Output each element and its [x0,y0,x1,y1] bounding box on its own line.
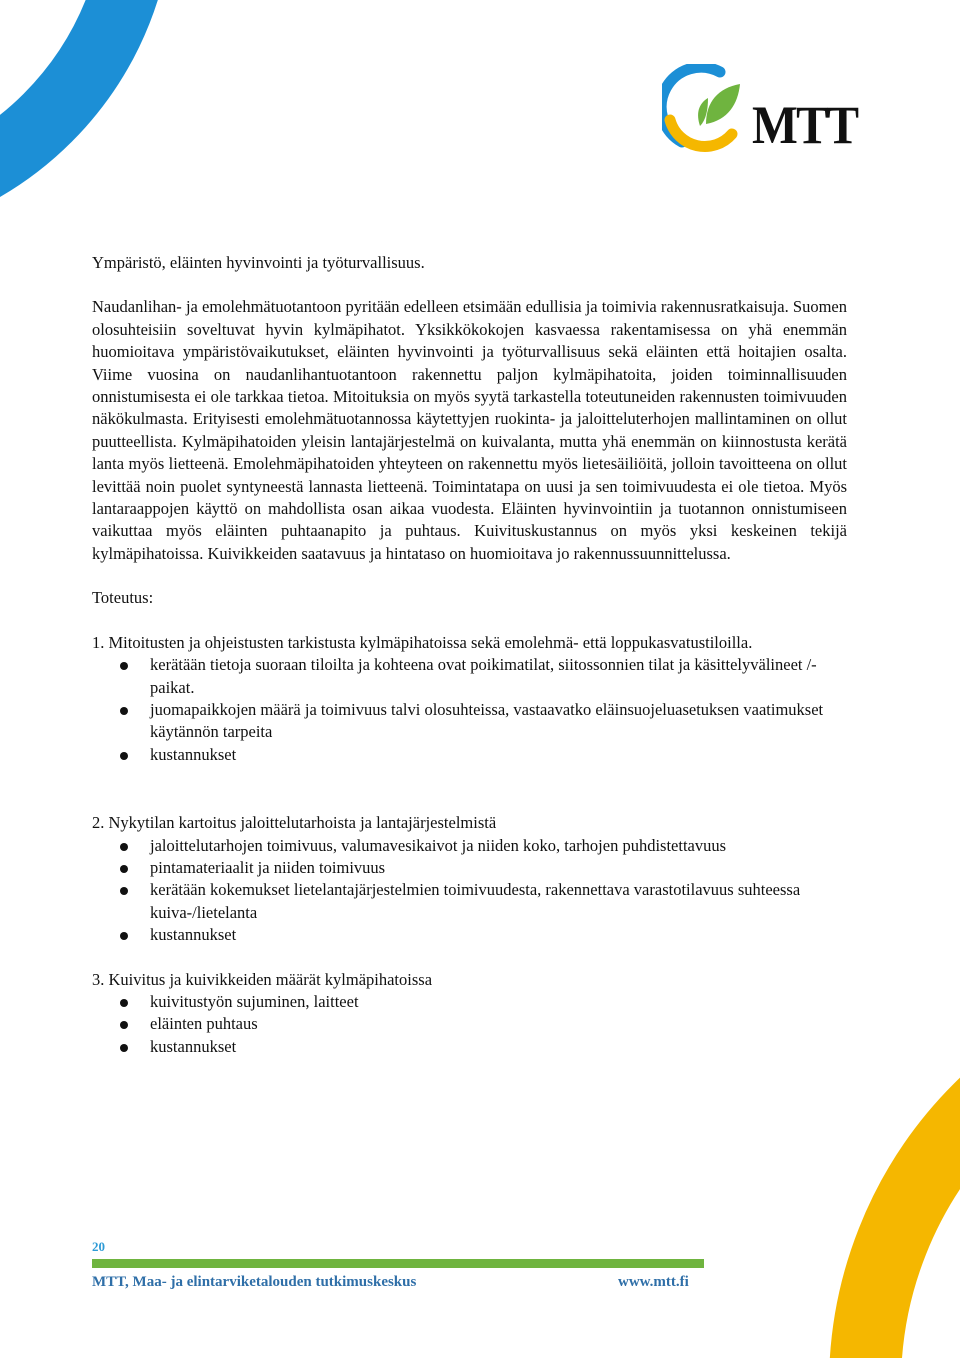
list-item: kustannukset [92,744,847,766]
footer-website-link[interactable]: www.mtt.fi [618,1274,689,1290]
mtt-logo-emblem [662,64,748,154]
list-item: kustannukset [92,924,847,946]
list-item: pintamateriaalit ja niiden toimivuus [92,857,847,879]
section-3 [92,969,847,1059]
section-3-list [92,991,847,1058]
document-body [92,252,847,1058]
section-2-title: 2. Nykytilan kartoitus jaloittelutarhoista ja lantajärjestelmistä [92,813,497,833]
list-item: kerätään kokemukset lietelantajärjestelmien toimivuudesta, rakennettava varastotilavuus suhteessa kuiva-/lietelanta [92,879,847,924]
toteutus-label: Toteutus: [92,588,154,608]
footer-organization: MTT, Maa- ja elintarviketalouden tutkimuskeskus [92,1274,417,1290]
list-item: juomapaikkojen määrä ja toimivuus talvi olosuhteissa, vastaavatko eläinsuojeluasetuksen vaatimukset käytännön tarpeita [92,699,847,744]
list-item: eläinten puhtaus [92,1013,847,1035]
section-3-title: 3. Kuivitus ja kuivikkeiden määrät kylmäpihatoissa [92,969,433,989]
section-heading: Ympäristö, eläinten hyvinvointi ja työturvallisuus. [92,253,425,272]
mtt-logo-text: MTT [752,95,858,155]
intro-paragraph: Naudanlihan- ja emolehmätuotantoon pyritään edelleen etsimään edullisia ja toimivia rakennusratkaisuja. Suomen olosuhteisiin soveltuvat hyvin kylmäpihatot. Yksikkökokojen kasvaessa rakentamisessa on yhä enemmän huomioitava ympäristövaikutukset, eläinten hyvinvointi ja työturvallisuus sekä eläinten että hoitajien osalta. Viime vuosina on naudanlihantuotantoon rakennettu paljon kylmäpihatoita, joiden toiminnallisuuden onnistumisesta ei ole tarkkaa tietoa. Mitoituksia on myös syytä tarkastella toteutuneiden rakennusten toimivuuden näkökulmasta. Erityisesti emolehmätuotannossa käytettyjen ruokinta- ja jaloitteluterhojen mallintaminen on ollut puutteellista. Kylmäpihatoiden yleisin lantajärjestelmä on kuivalanta, mutta yhä enemmän on kiinnostusta kerätä lanta myös lietteenä. Emolehmäpihatoiden yhteyteen on rakennettu myös lietesäiliöitä, jolloin tavoitteena on ollut levittää noin puolet syntyneestä lannasta lietteenä. Toimintatapa on uusi ja sen toimivuudesta ei ole tietoa. Myös lantaraappojen käyttö on mahdollista osan aikaa vuodesta. Eläinten hyvinvointiin ja tuotannon onnistumiseen vaikuttaa myös eläinten puhtaanapito ja puhtaus. Kuivituskustannus on myös yksi keskeinen tekijä kylmäpihatoissa. Kuivikkeiden saatavuus ja hintataso on huomioitava jo rakennussuunnittelussa. [92,297,847,563]
page-number: 20 [92,1239,105,1254]
list-item: jaloittelutarhojen toimivuus, valumavesikaivot ja niiden koko, tarhojen puhdistettavuus [92,835,847,857]
section-2 [92,812,847,946]
footer-divider [92,1259,704,1268]
section-1-list [92,654,847,766]
section-1 [92,632,847,766]
list-item: kerätään tietoja suoraan tiloilta ja kohteena ovat poikimatilat, siitossonnien tilat ja käsittelyvälineet /-paikat. [92,654,847,699]
section-1-title: 1. Mitoitusten ja ohjeistusten tarkistusta kylmäpihatoissa sekä emolehmä- että loppukasvatustiloilla. [92,632,753,652]
list-item: kustannukset [92,1036,847,1058]
section-2-list [92,835,847,947]
list-item: kuivitustyön sujuminen, laitteet [92,991,847,1013]
